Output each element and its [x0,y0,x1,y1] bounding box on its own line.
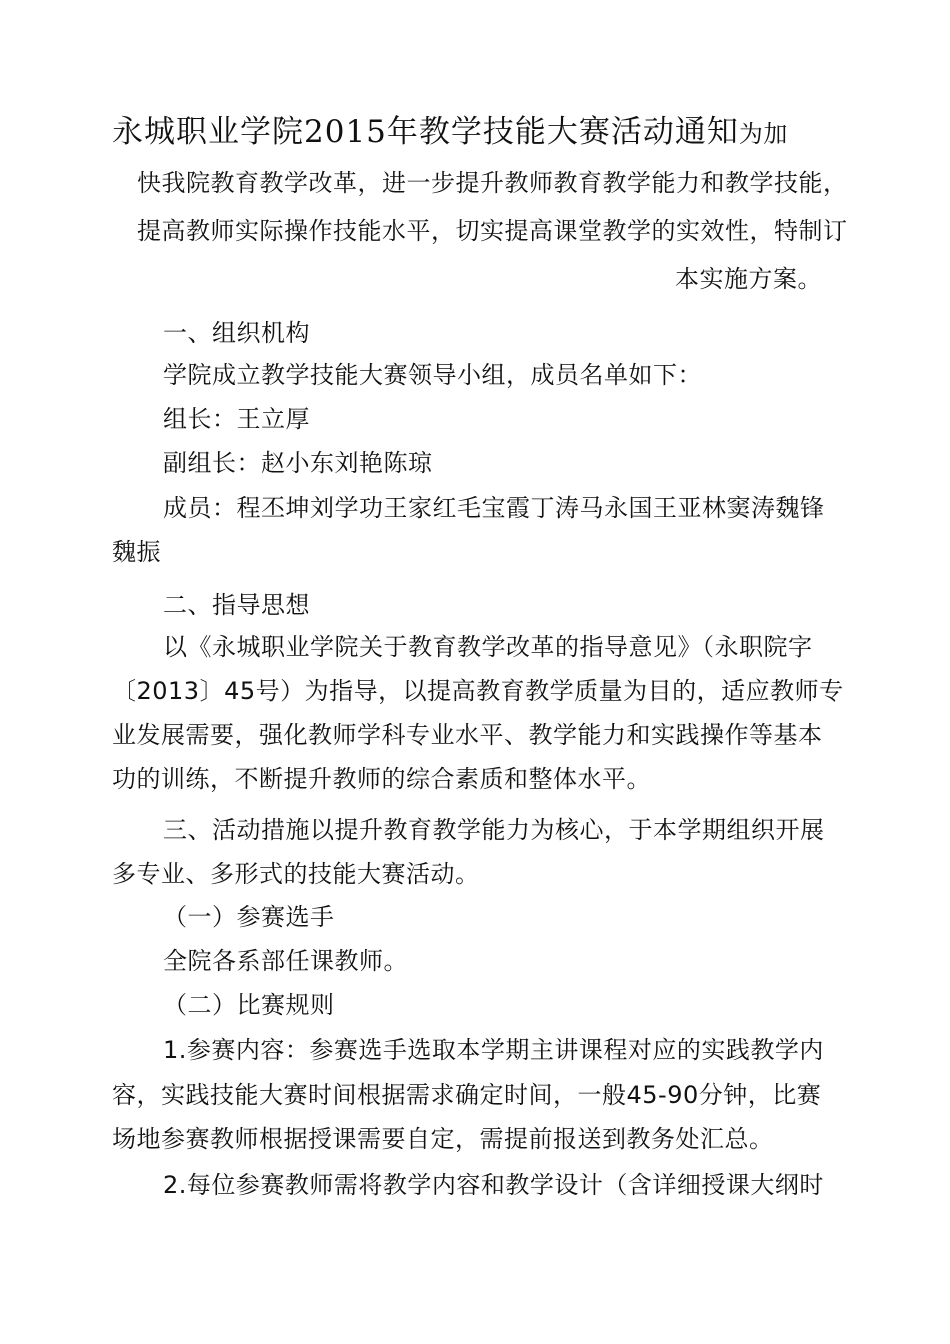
participants-line: 全院各系部任课教师。 [163,947,408,975]
intro-line-1: 快我院教育教学改革，进一步提升教师教育教学能力和教学技能， [137,169,848,197]
rules-heading: （二）比赛规则 [163,991,335,1019]
rule2-line-1: 2.每位参赛教师需将教学内容和教学设计（含详细授课大纲时 [163,1171,824,1199]
guide-line-1: 以《永城职业学院关于教育教学改革的指导意见》（永职院字 [163,633,813,661]
guide-heading: 二、指导思想 [163,591,310,619]
vice-leader-line: 副组长：赵小东刘艳陈琼 [163,449,433,477]
guide-line-2: 〔2013〕45号）为指导，以提高教育教学质量为目的，适应教师专 [112,677,844,705]
leader-line: 组长：王立厚 [163,405,310,433]
document-title-line [112,112,788,152]
members-line-2: 魏振 [112,538,161,566]
rule1-line-1: 1.参赛内容：参赛选手选取本学期主讲课程对应的实践教学内 [163,1036,824,1064]
measures-line-1: 三、活动措施以提升教育教学能力为核心，于本学期组织开展 [163,816,825,844]
intro-line-3: 本实施方案。 [675,265,822,293]
members-line-1: 成员：程丕坤刘学功王家红毛宝霞丁涛马永国王亚林窦涛魏锋 [163,494,825,522]
rule1-line-2: 容，实践技能大赛时间根据需求确定时间，一般45-90分钟，比赛 [112,1081,822,1109]
document-title: 永城职业学院2015年教学技能大赛活动通知 [112,114,739,150]
title-tail-text: 为加 [738,120,788,148]
measures-line-2: 多专业、多形式的技能大赛活动。 [112,860,480,888]
rule1-line-3: 场地参赛教师根据授课需要自定，需提前报送到教务处汇总。 [112,1125,774,1153]
org-intro: 学院成立教学技能大赛领导小组，成员名单如下： [163,361,702,389]
participants-heading: （一）参赛选手 [163,903,335,931]
guide-line-3: 业发展需要，强化教师学科专业水平、教学能力和实践操作等基本 [112,721,823,749]
org-heading: 一、组织机构 [163,319,310,347]
guide-line-4: 功的训练，不断提升教师的综合素质和整体水平。 [112,765,651,793]
intro-line-2: 提高教师实际操作技能水平，切实提高课堂教学的实效性，特制订 [137,217,848,245]
